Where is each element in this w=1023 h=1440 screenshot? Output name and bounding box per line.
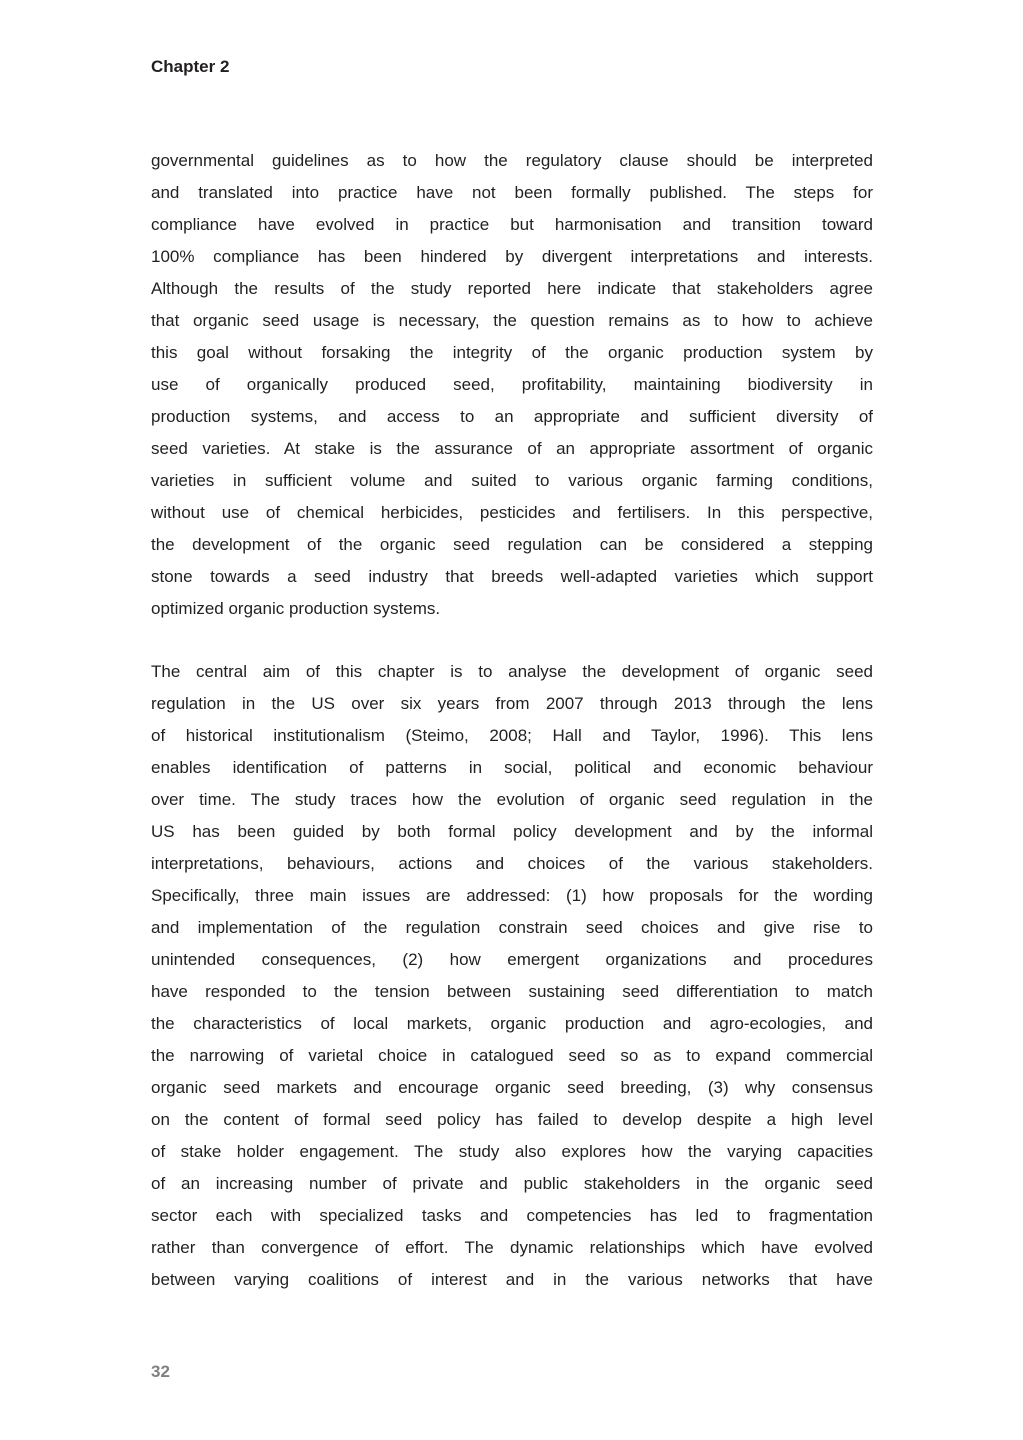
text-line: seed varieties. At stake is the assurance of an appropriate assortment of organic — [151, 439, 873, 458]
text-line: of an increasing number of private and public stakeholders in the organic seed — [151, 1174, 873, 1193]
text-line: without use of chemical herbicides, pesticides and fertilisers. In this perspective, — [151, 503, 873, 522]
text-line: of stake holder engagement. The study also explores how the varying capacities — [151, 1142, 873, 1161]
text-line: enables identification of patterns in social, political and economic behaviour — [151, 758, 873, 777]
text-line: between varying coalitions of interest and in the various networks that have — [151, 1270, 873, 1289]
text-line: production systems, and access to an appropriate and sufficient diversity of — [151, 407, 873, 426]
text-line: The central aim of this chapter is to analyse the development of organic seed — [151, 662, 873, 681]
paragraph-2 — [151, 656, 873, 1296]
text-line: use of organically produced seed, profitability, maintaining biodiversity in — [151, 375, 873, 394]
text-line: on the content of formal seed policy has failed to develop despite a high level — [151, 1110, 873, 1129]
text-line: governmental guidelines as to how the regulatory clause should be interpreted — [151, 151, 873, 170]
text-line: of historical institutionalism (Steimo, 2008; Hall and Taylor, 1996). This lens — [151, 726, 873, 745]
text-line: and translated into practice have not been formally published. The steps for — [151, 183, 873, 202]
text-line: and implementation of the regulation constrain seed choices and give rise to — [151, 918, 873, 937]
text-line: 100% compliance has been hindered by divergent interpretations and interests. — [151, 247, 873, 266]
text-line: the characteristics of local markets, organic production and agro-ecologies, and — [151, 1014, 873, 1033]
text-line: have responded to the tension between sustaining seed differentiation to match — [151, 982, 873, 1001]
text-line: that organic seed usage is necessary, the question remains as to how to achieve — [151, 311, 873, 330]
text-line: stone towards a seed industry that breeds well-adapted varieties which support — [151, 567, 873, 586]
text-line: the development of the organic seed regulation can be considered a stepping — [151, 535, 873, 554]
text-line: this goal without forsaking the integrity of the organic production system by — [151, 343, 873, 362]
text-line: optimized organic production systems. — [151, 599, 441, 618]
text-line: over time. The study traces how the evolution of organic seed regulation in the — [151, 790, 873, 809]
page-number: 32 — [151, 1362, 170, 1381]
text-line: Although the results of the study reported here indicate that stakeholders agree — [151, 279, 873, 298]
paragraph-1 — [151, 145, 873, 625]
text-line: organic seed markets and encourage organic seed breeding, (3) why consensus — [151, 1078, 873, 1097]
text-line: unintended consequences, (2) how emergent organizations and procedures — [151, 950, 873, 969]
text-line: rather than convergence of effort. The dynamic relationships which have evolved — [151, 1238, 873, 1257]
text-line: regulation in the US over six years from 2007 through 2013 through the lens — [151, 694, 873, 713]
text-line: the narrowing of varietal choice in catalogued seed so as to expand commercial — [151, 1046, 873, 1065]
text-line: interpretations, behaviours, actions and choices of the various stakeholders. — [151, 854, 873, 873]
text-line: varieties in sufficient volume and suited to various organic farming conditions, — [151, 471, 873, 490]
text-line: US has been guided by both formal policy development and by the informal — [151, 822, 873, 841]
chapter-header: Chapter 2 — [151, 57, 230, 76]
text-line: compliance have evolved in practice but harmonisation and transition toward — [151, 215, 873, 234]
text-line: sector each with specialized tasks and competencies has led to fragmentation — [151, 1206, 873, 1225]
text-line: Specifically, three main issues are addressed: (1) how proposals for the wording — [151, 886, 873, 905]
